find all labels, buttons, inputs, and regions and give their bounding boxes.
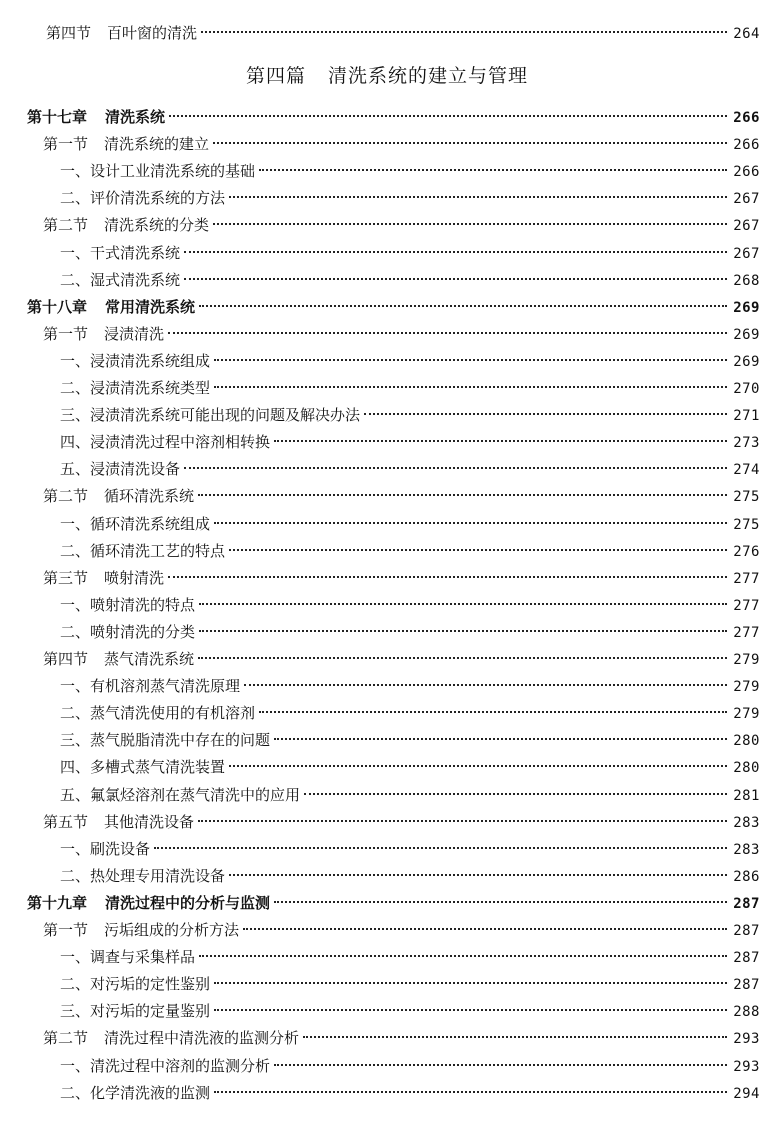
toc-entry-page: 288 bbox=[733, 1004, 760, 1020]
toc-entry-page: 277 bbox=[733, 625, 760, 641]
toc-entry-page: 294 bbox=[733, 1086, 760, 1102]
toc-entry-number: 第四节 bbox=[43, 650, 89, 668]
toc-entry-number: 一、 bbox=[60, 1057, 91, 1075]
toc-entry-item[interactable] bbox=[60, 186, 760, 210]
toc-leader-dots bbox=[169, 115, 727, 117]
toc-entry-title: 有机溶剂蒸气清洗原理 bbox=[90, 677, 241, 695]
toc-entry-label bbox=[60, 430, 272, 454]
toc-entry-section[interactable] bbox=[43, 566, 760, 590]
toc-entry-label bbox=[60, 539, 227, 563]
toc-entry-title: 百叶窗的清洗 bbox=[107, 24, 198, 42]
toc-entry-number: 四、 bbox=[60, 758, 91, 776]
toc-entry-label bbox=[43, 484, 196, 508]
toc-entry-title: 蒸气清洗使用的有机溶剂 bbox=[90, 704, 256, 722]
toc-entry-section[interactable] bbox=[43, 918, 760, 942]
toc-entry-title: 常用清洗系统 bbox=[105, 298, 196, 316]
toc-entry-page: 277 bbox=[733, 571, 760, 587]
toc-entry-page: 287 bbox=[733, 977, 760, 993]
toc-leader-dots bbox=[229, 196, 727, 198]
toc-entry-number: 五、 bbox=[60, 460, 91, 478]
toc-leader-dots bbox=[199, 305, 727, 307]
toc-entry-title: 污垢组成的分析方法 bbox=[104, 921, 240, 939]
part-name: 清洗系统的建立与管理 bbox=[328, 65, 529, 87]
toc-entry-item[interactable] bbox=[60, 701, 760, 725]
toc-leader-dots bbox=[243, 928, 727, 930]
toc-entry-number: 二、 bbox=[60, 1084, 91, 1102]
toc-leader-dots bbox=[184, 467, 727, 469]
toc-entry-label bbox=[60, 268, 182, 292]
toc-entry-label bbox=[60, 620, 197, 644]
toc-entry-item[interactable] bbox=[60, 349, 760, 373]
toc-entry-label bbox=[43, 566, 166, 590]
toc-entry-label bbox=[60, 999, 212, 1023]
toc-entry-label bbox=[27, 295, 197, 319]
toc-leader-dots bbox=[168, 576, 727, 578]
toc-leader-dots bbox=[154, 847, 727, 849]
toc-entry-label bbox=[60, 701, 257, 725]
toc-entry-label bbox=[60, 457, 182, 481]
toc-entry-label bbox=[43, 213, 211, 237]
part-number: 第四篇 bbox=[245, 65, 306, 87]
toc-entry-title: 循环清洗系统 bbox=[104, 487, 195, 505]
toc-entry-page: 269 bbox=[733, 354, 760, 370]
toc-entry-number: 第一节 bbox=[43, 325, 89, 343]
toc-entry-item[interactable] bbox=[60, 999, 760, 1023]
toc-entry-item[interactable] bbox=[60, 1081, 760, 1105]
toc-entry-label bbox=[60, 241, 182, 265]
toc-entry-title: 循环清洗系统组成 bbox=[90, 515, 211, 533]
toc-leader-dots bbox=[229, 549, 727, 551]
toc-entry-number: 二、 bbox=[60, 867, 91, 885]
toc-entry-number: 第一节 bbox=[43, 921, 89, 939]
toc-leader-dots bbox=[214, 1009, 727, 1011]
toc-entry-page: 274 bbox=[733, 462, 760, 478]
toc-entry-number: 二、 bbox=[60, 623, 91, 641]
toc-entry-label bbox=[46, 21, 199, 45]
toc-entry-number: 第二节 bbox=[43, 216, 89, 234]
toc-entry-page: 269 bbox=[733, 327, 760, 343]
toc-entry-page: 283 bbox=[733, 815, 760, 831]
toc-entry-label bbox=[43, 810, 196, 834]
toc-entry-item[interactable] bbox=[60, 241, 760, 265]
toc-entry-number: 五、 bbox=[60, 786, 91, 804]
toc-leader-dots bbox=[184, 251, 727, 253]
toc-entry-page: 267 bbox=[733, 191, 760, 207]
toc-leader-dots bbox=[229, 765, 727, 767]
toc-entry-page: 275 bbox=[733, 517, 760, 533]
toc-entry-title: 刷洗设备 bbox=[90, 840, 151, 858]
toc-entry-page: 281 bbox=[733, 788, 760, 804]
toc-entry-page: 268 bbox=[733, 273, 760, 289]
toc-entry-item[interactable] bbox=[60, 755, 760, 779]
toc-entry-number: 三、 bbox=[60, 731, 91, 749]
toc-entry-page: 280 bbox=[733, 760, 760, 776]
toc-entry-page: 276 bbox=[733, 544, 760, 560]
toc-entry-item[interactable] bbox=[60, 674, 760, 698]
toc-entry-label bbox=[60, 593, 197, 617]
toc-entry-item[interactable] bbox=[60, 430, 760, 454]
toc-entry-page: 277 bbox=[733, 598, 760, 614]
toc-entry-label bbox=[60, 945, 197, 969]
toc-leader-dots bbox=[199, 630, 727, 632]
toc-entry-title: 设计工业清洗系统的基础 bbox=[90, 162, 256, 180]
toc-entry-title: 喷射清洗的分类 bbox=[90, 623, 196, 641]
toc-entry-number: 二、 bbox=[60, 975, 91, 993]
toc-entry-label bbox=[60, 755, 227, 779]
toc-entry-number: 第十七章 bbox=[27, 108, 88, 126]
toc-entry-title: 浸渍清洗系统可能出现的问题及解决办法 bbox=[90, 406, 361, 424]
toc-entry-title: 其他清洗设备 bbox=[104, 813, 195, 831]
toc-entry-item[interactable] bbox=[60, 1054, 760, 1078]
toc-entry-title: 蒸气清洗系统 bbox=[104, 650, 195, 668]
toc-entry-page: 273 bbox=[733, 435, 760, 451]
toc-leader-dots bbox=[199, 603, 727, 605]
toc-entry-page: 293 bbox=[733, 1031, 760, 1047]
toc-leader-dots bbox=[229, 874, 727, 876]
toc-entry-title: 清洗过程中溶剂的监测分析 bbox=[90, 1057, 271, 1075]
toc-entry-number: 第十八章 bbox=[27, 298, 88, 316]
toc-entry-label bbox=[27, 105, 167, 129]
toc-entry-number: 第十九章 bbox=[27, 894, 88, 912]
toc-entry-number: 第二节 bbox=[43, 1029, 89, 1047]
toc-leader-dots bbox=[214, 522, 727, 524]
toc-entry-label bbox=[60, 349, 212, 373]
toc-entry-label bbox=[60, 972, 212, 996]
toc-entry-title: 干式清洗系统 bbox=[90, 244, 181, 262]
toc-entry-number: 第四节 bbox=[46, 24, 92, 42]
toc-leader-dots bbox=[274, 738, 727, 740]
toc-leader-dots bbox=[199, 955, 727, 957]
toc-entry-section[interactable] bbox=[43, 1026, 760, 1050]
toc-entry-item[interactable] bbox=[60, 593, 760, 617]
toc-entry-section[interactable] bbox=[43, 132, 760, 156]
toc-entry-page: 266 bbox=[733, 110, 760, 126]
toc-entry-number: 一、 bbox=[60, 840, 91, 858]
toc-entry-label bbox=[60, 1054, 272, 1078]
toc-entry-page: 287 bbox=[733, 923, 760, 939]
toc-entry-title: 评价清洗系统的方法 bbox=[90, 189, 226, 207]
toc-entry-item[interactable] bbox=[60, 783, 760, 807]
toc-entry-label bbox=[43, 918, 241, 942]
toc-entry-number: 一、 bbox=[60, 162, 91, 180]
toc-leader-dots bbox=[274, 1064, 727, 1066]
toc-entry-label bbox=[60, 376, 212, 400]
toc-entry-label bbox=[27, 891, 272, 915]
toc-entry-page: 286 bbox=[733, 869, 760, 885]
toc-entry-page: 287 bbox=[733, 950, 760, 966]
toc-entry-page: 270 bbox=[733, 381, 760, 397]
toc-entry-label bbox=[60, 1081, 212, 1105]
toc-entry-page: 293 bbox=[733, 1059, 760, 1075]
toc-entry-label bbox=[43, 1026, 301, 1050]
toc-entry-number: 二、 bbox=[60, 189, 91, 207]
toc-leader-dots bbox=[214, 1091, 727, 1093]
toc-entry-number: 一、 bbox=[60, 352, 91, 370]
toc-entry-number: 一、 bbox=[60, 244, 91, 262]
toc-entry-title: 清洗系统的建立 bbox=[104, 135, 210, 153]
toc-entry-title: 多槽式蒸气清洗装置 bbox=[90, 758, 226, 776]
toc-entry-number: 第二节 bbox=[43, 487, 89, 505]
toc-entry-number: 一、 bbox=[60, 596, 91, 614]
toc-entry-chapter[interactable] bbox=[27, 891, 760, 915]
toc-entry-page: 267 bbox=[733, 218, 760, 234]
toc-leader-dots bbox=[198, 820, 727, 822]
toc-entry-title: 清洗过程中清洗液的监测分析 bbox=[104, 1029, 300, 1047]
toc-entry-title: 浸渍清洗系统组成 bbox=[90, 352, 211, 370]
toc-entry-item[interactable] bbox=[60, 403, 760, 427]
toc-leader-dots bbox=[214, 982, 727, 984]
toc-entry-title: 清洗系统 bbox=[105, 108, 166, 126]
toc-entry-title: 清洗过程中的分析与监测 bbox=[105, 894, 271, 912]
toc-entry-label bbox=[60, 674, 242, 698]
toc-entry-page: 266 bbox=[733, 164, 760, 180]
toc-entry-title: 对污垢的定量鉴别 bbox=[90, 1002, 211, 1020]
toc-entry-label bbox=[60, 159, 257, 183]
toc-entry-title: 对污垢的定性鉴别 bbox=[90, 975, 211, 993]
toc-leader-dots bbox=[274, 440, 727, 442]
toc-entry-section[interactable] bbox=[43, 810, 760, 834]
toc-leader-dots bbox=[364, 413, 727, 415]
toc-entry-item[interactable] bbox=[60, 864, 760, 888]
toc-entry-page: 279 bbox=[733, 679, 760, 695]
toc-entry-label bbox=[60, 837, 152, 861]
toc-entry-number: 第一节 bbox=[43, 135, 89, 153]
toc-leader-dots bbox=[214, 359, 727, 361]
toc-entry-title: 浸渍清洗系统类型 bbox=[90, 379, 211, 397]
toc-entry-number: 三、 bbox=[60, 1002, 91, 1020]
part-title bbox=[0, 62, 774, 90]
toc-entry-title: 化学清洗液的监测 bbox=[90, 1084, 211, 1102]
toc-entry-page: 275 bbox=[733, 489, 760, 505]
toc-entry-page: 269 bbox=[733, 300, 760, 316]
toc-leader-dots bbox=[184, 278, 727, 280]
toc-leader-dots bbox=[213, 223, 727, 225]
toc-entry-label bbox=[43, 647, 196, 671]
toc-leader-dots bbox=[303, 1036, 727, 1038]
toc-entry-number: 第五节 bbox=[43, 813, 89, 831]
toc-entry-number: 二、 bbox=[60, 271, 91, 289]
toc-leader-dots bbox=[213, 142, 727, 144]
toc-entry-title: 喷射清洗 bbox=[104, 569, 165, 587]
toc-entry-item[interactable] bbox=[60, 512, 760, 536]
toc-entry-number: 第三节 bbox=[43, 569, 89, 587]
toc-entry-title: 湿式清洗系统 bbox=[90, 271, 181, 289]
toc-entry-number: 一、 bbox=[60, 677, 91, 695]
toc-entry-item[interactable] bbox=[60, 972, 760, 996]
toc-entry-page: 266 bbox=[733, 137, 760, 153]
toc-entry-title: 调查与采集样品 bbox=[90, 948, 196, 966]
toc-leader-dots bbox=[259, 169, 727, 171]
toc-entry-title: 喷射清洗的特点 bbox=[90, 596, 196, 614]
toc-entry-label bbox=[60, 728, 272, 752]
toc-entry-page: 264 bbox=[733, 26, 760, 42]
toc-entry-page: 267 bbox=[733, 246, 760, 262]
toc-entry-title: 蒸气脱脂清洗中存在的问题 bbox=[90, 731, 271, 749]
toc-entry-number: 二、 bbox=[60, 704, 91, 722]
toc-entry-item[interactable] bbox=[60, 945, 760, 969]
toc-entry-item[interactable] bbox=[60, 159, 760, 183]
toc-leader-dots bbox=[244, 684, 727, 686]
toc-leader-dots bbox=[201, 31, 727, 33]
toc-entry-number: 三、 bbox=[60, 406, 91, 424]
toc-entry-label bbox=[60, 403, 362, 427]
toc-entry-label bbox=[43, 132, 211, 156]
toc-entry-item[interactable] bbox=[60, 268, 760, 292]
toc-entry-chapter[interactable] bbox=[27, 295, 760, 319]
toc-entry-section[interactable] bbox=[43, 213, 760, 237]
toc-entry-label bbox=[60, 512, 212, 536]
toc-entry-item[interactable] bbox=[60, 837, 760, 861]
toc-entry-title: 浸渍清洗设备 bbox=[90, 460, 181, 478]
toc-entry-page: 279 bbox=[733, 652, 760, 668]
toc-entry-title: 热处理专用清洗设备 bbox=[90, 867, 226, 885]
toc-entry-top[interactable] bbox=[46, 21, 760, 45]
toc-leader-dots bbox=[168, 332, 727, 334]
toc-entry-label bbox=[60, 864, 227, 888]
toc-leader-dots bbox=[198, 657, 727, 659]
toc-entry-item[interactable] bbox=[60, 457, 760, 481]
toc-entry-item[interactable] bbox=[60, 539, 760, 563]
toc-entry-number: 一、 bbox=[60, 515, 91, 533]
toc-entry-label bbox=[43, 322, 166, 346]
toc-entry-section[interactable] bbox=[43, 322, 760, 346]
toc-entry-title: 氟氯烃溶剂在蒸气清洗中的应用 bbox=[90, 786, 301, 804]
toc-entry-title: 清洗系统的分类 bbox=[104, 216, 210, 234]
toc-entry-number: 四、 bbox=[60, 433, 91, 451]
toc-entry-page: 280 bbox=[733, 733, 760, 749]
toc-entry-title: 浸渍清洗 bbox=[104, 325, 165, 343]
toc-entry-section[interactable] bbox=[43, 647, 760, 671]
toc-entry-number: 二、 bbox=[60, 542, 91, 560]
toc-entry-chapter[interactable] bbox=[27, 105, 760, 129]
toc-leader-dots bbox=[198, 494, 727, 496]
toc-entry-item[interactable] bbox=[60, 728, 760, 752]
toc-entry-title: 浸渍清洗过程中溶剂相转换 bbox=[90, 433, 271, 451]
toc-entry-title: 循环清洗工艺的特点 bbox=[90, 542, 226, 560]
toc-entry-page: 283 bbox=[733, 842, 760, 858]
toc-entry-page: 287 bbox=[733, 896, 760, 912]
toc-entry-label bbox=[60, 783, 302, 807]
toc-entry-number: 一、 bbox=[60, 948, 91, 966]
toc-leader-dots bbox=[259, 711, 727, 713]
toc-leader-dots bbox=[274, 901, 727, 903]
toc-entry-label bbox=[60, 186, 227, 210]
toc-entry-item[interactable] bbox=[60, 620, 760, 644]
toc-entry-page: 279 bbox=[733, 706, 760, 722]
toc-leader-dots bbox=[214, 386, 727, 388]
toc-leader-dots bbox=[304, 793, 727, 795]
toc-entry-item[interactable] bbox=[60, 376, 760, 400]
toc-entry-section[interactable] bbox=[43, 484, 760, 508]
toc-entry-number: 二、 bbox=[60, 379, 91, 397]
toc-entry-page: 271 bbox=[733, 408, 760, 424]
